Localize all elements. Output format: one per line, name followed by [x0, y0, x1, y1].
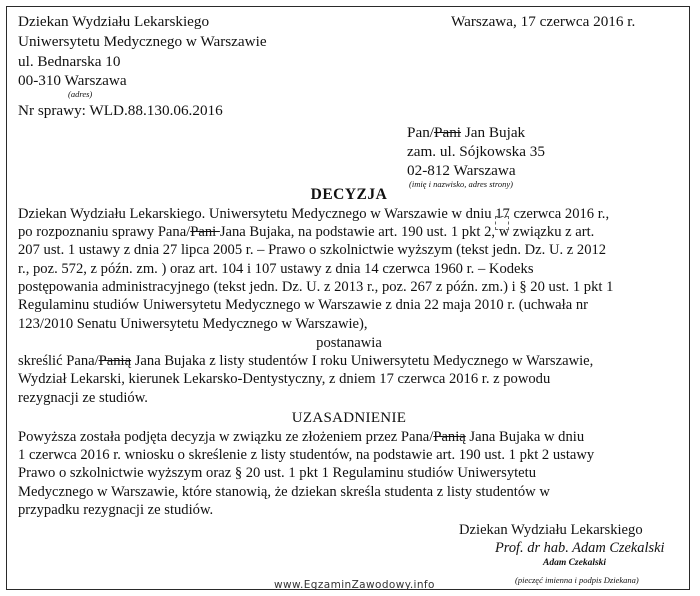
signature-note: (pieczęć imienna i podpis Dziekana) — [515, 575, 639, 585]
justification-line-1-b: Jana Bujaka w dniu — [465, 429, 585, 445]
ruling-line-1-struck: Panią — [98, 353, 132, 369]
recipient-name — [407, 123, 525, 142]
justification-line-3: Prawo o szkolnictwie wyższym oraz § 20 ust. 1 pkt 1 Regulaminu studiów Uniwersytetu — [18, 465, 536, 481]
sender-line-2: Uniwersytetu Medycznego w Warszawie — [18, 33, 267, 50]
place-date: Warszawa, 17 czerwca 2016 r. — [451, 13, 636, 30]
recipient-note: (imię i nazwisko, adres strony) — [409, 179, 513, 189]
watermark: www.EgzaminZawodowy.info — [274, 579, 435, 591]
decision-line-3: 207 ust. 1 ustawy z dnia 27 lipca 2005 r. – Prawo o szkolnictwie wyższym (tekst jedn. Dz. U. z 2012 — [18, 242, 607, 258]
decision-document — [6, 6, 690, 590]
signature-role: Dziekan Wydziału Lekarskiego — [459, 522, 643, 538]
ruling-line-1 — [18, 352, 593, 370]
signature-name-stamp: Prof. dr hab. Adam Czekalski — [495, 540, 665, 556]
justification-heading: UZASADNIENIE — [291, 410, 407, 426]
ruling-line-1-a: skreślić Pana/ — [18, 353, 99, 369]
decision-line-2-b: Jana Bujaka, na podstawie art. 190 ust. 1 pkt 2, w związku z art. — [219, 224, 595, 240]
justification-line-1-a: Powyższa została podjęta decyzja w związku ze złożeniem przez Pana/ — [18, 429, 434, 445]
recipient-address-1: zam. ul. Sójkowska 35 — [407, 143, 545, 160]
ruling-line-1-b: Jana Bujaka z listy studentów I roku Uniwersytetu Medycznego w Warszawie, — [131, 353, 594, 369]
sender-line-3: ul. Bednarska 10 — [18, 53, 121, 70]
justification-line-1-struck: Panią — [433, 429, 466, 445]
decision-line-2-struck: Pani — [190, 224, 220, 240]
handwritten-signature: Adam Czekalski — [543, 558, 607, 568]
sender-line-1: Dziekan Wydziału Lekarskiego — [18, 13, 210, 30]
small-stamp-mark — [495, 216, 509, 230]
justification-line-5: przypadku rezygnacji ze studiów. — [18, 502, 214, 518]
decision-line-1: Dziekan Wydziału Lekarskiego. Uniwersytetu Medycznego w Warszawie w dniu 17 czerwca 2016 r., — [18, 206, 610, 222]
justification-line-1 — [18, 428, 584, 446]
ruling-line-3: rezygnacji ze studiów. — [18, 390, 148, 406]
justification-line-4: Medycznego w Warszawie, które stanowią, że dziekan skreśla studenta z listy studentów w — [18, 484, 550, 500]
decision-heading: DECYZJA — [310, 186, 388, 203]
justification-line-2: 1 czerwca 2016 r. wniosku o skreślenie z listy studentów, na podstawie art. 190 ust. 1 pkt 2 ustawy — [18, 447, 595, 463]
decision-line-6: Regulaminu studiów Uniwersytetu Medycznego w Warszawie z dnia 22 maja 2010 r. (uchwała nr — [18, 297, 588, 313]
decision-line-7: 123/2010 Senatu Uniwersytetu Medycznego w Warszawie), — [18, 316, 368, 332]
case-number: Nr sprawy: WLD.88.130.06.2016 — [18, 102, 223, 119]
sender-note: (adres) — [68, 89, 93, 99]
recipient-name-text: Jan Bujak — [461, 124, 526, 141]
recipient-address-2: 02-812 Warszawa — [407, 162, 516, 179]
recipient-title-struck: Pani — [434, 124, 462, 141]
ruling-word: postanawia — [316, 335, 382, 351]
decision-line-4: r., poz. 572, z późn. zm. ) oraz art. 104 i 107 ustawy z dnia 14 czerwca 1960 r. – Kodeks — [18, 261, 534, 277]
recipient-title: Pan/ — [407, 124, 435, 141]
decision-line-5: postępowania administracyjnego (tekst jedn. Dz. U. z 2013 r., poz. 267 z późn. zm.) i § 20 ust. 1 pkt 1 — [18, 279, 614, 295]
decision-line-2-a: po rozpoznaniu sprawy Pana/ — [18, 224, 191, 240]
sender-line-4: 00-310 Warszawa — [18, 72, 127, 89]
ruling-line-2: Wydział Lekarski, kierunek Lekarsko-Dentystyczny, z dniem 17 czerwca 2016 r. z powodu — [18, 371, 551, 387]
